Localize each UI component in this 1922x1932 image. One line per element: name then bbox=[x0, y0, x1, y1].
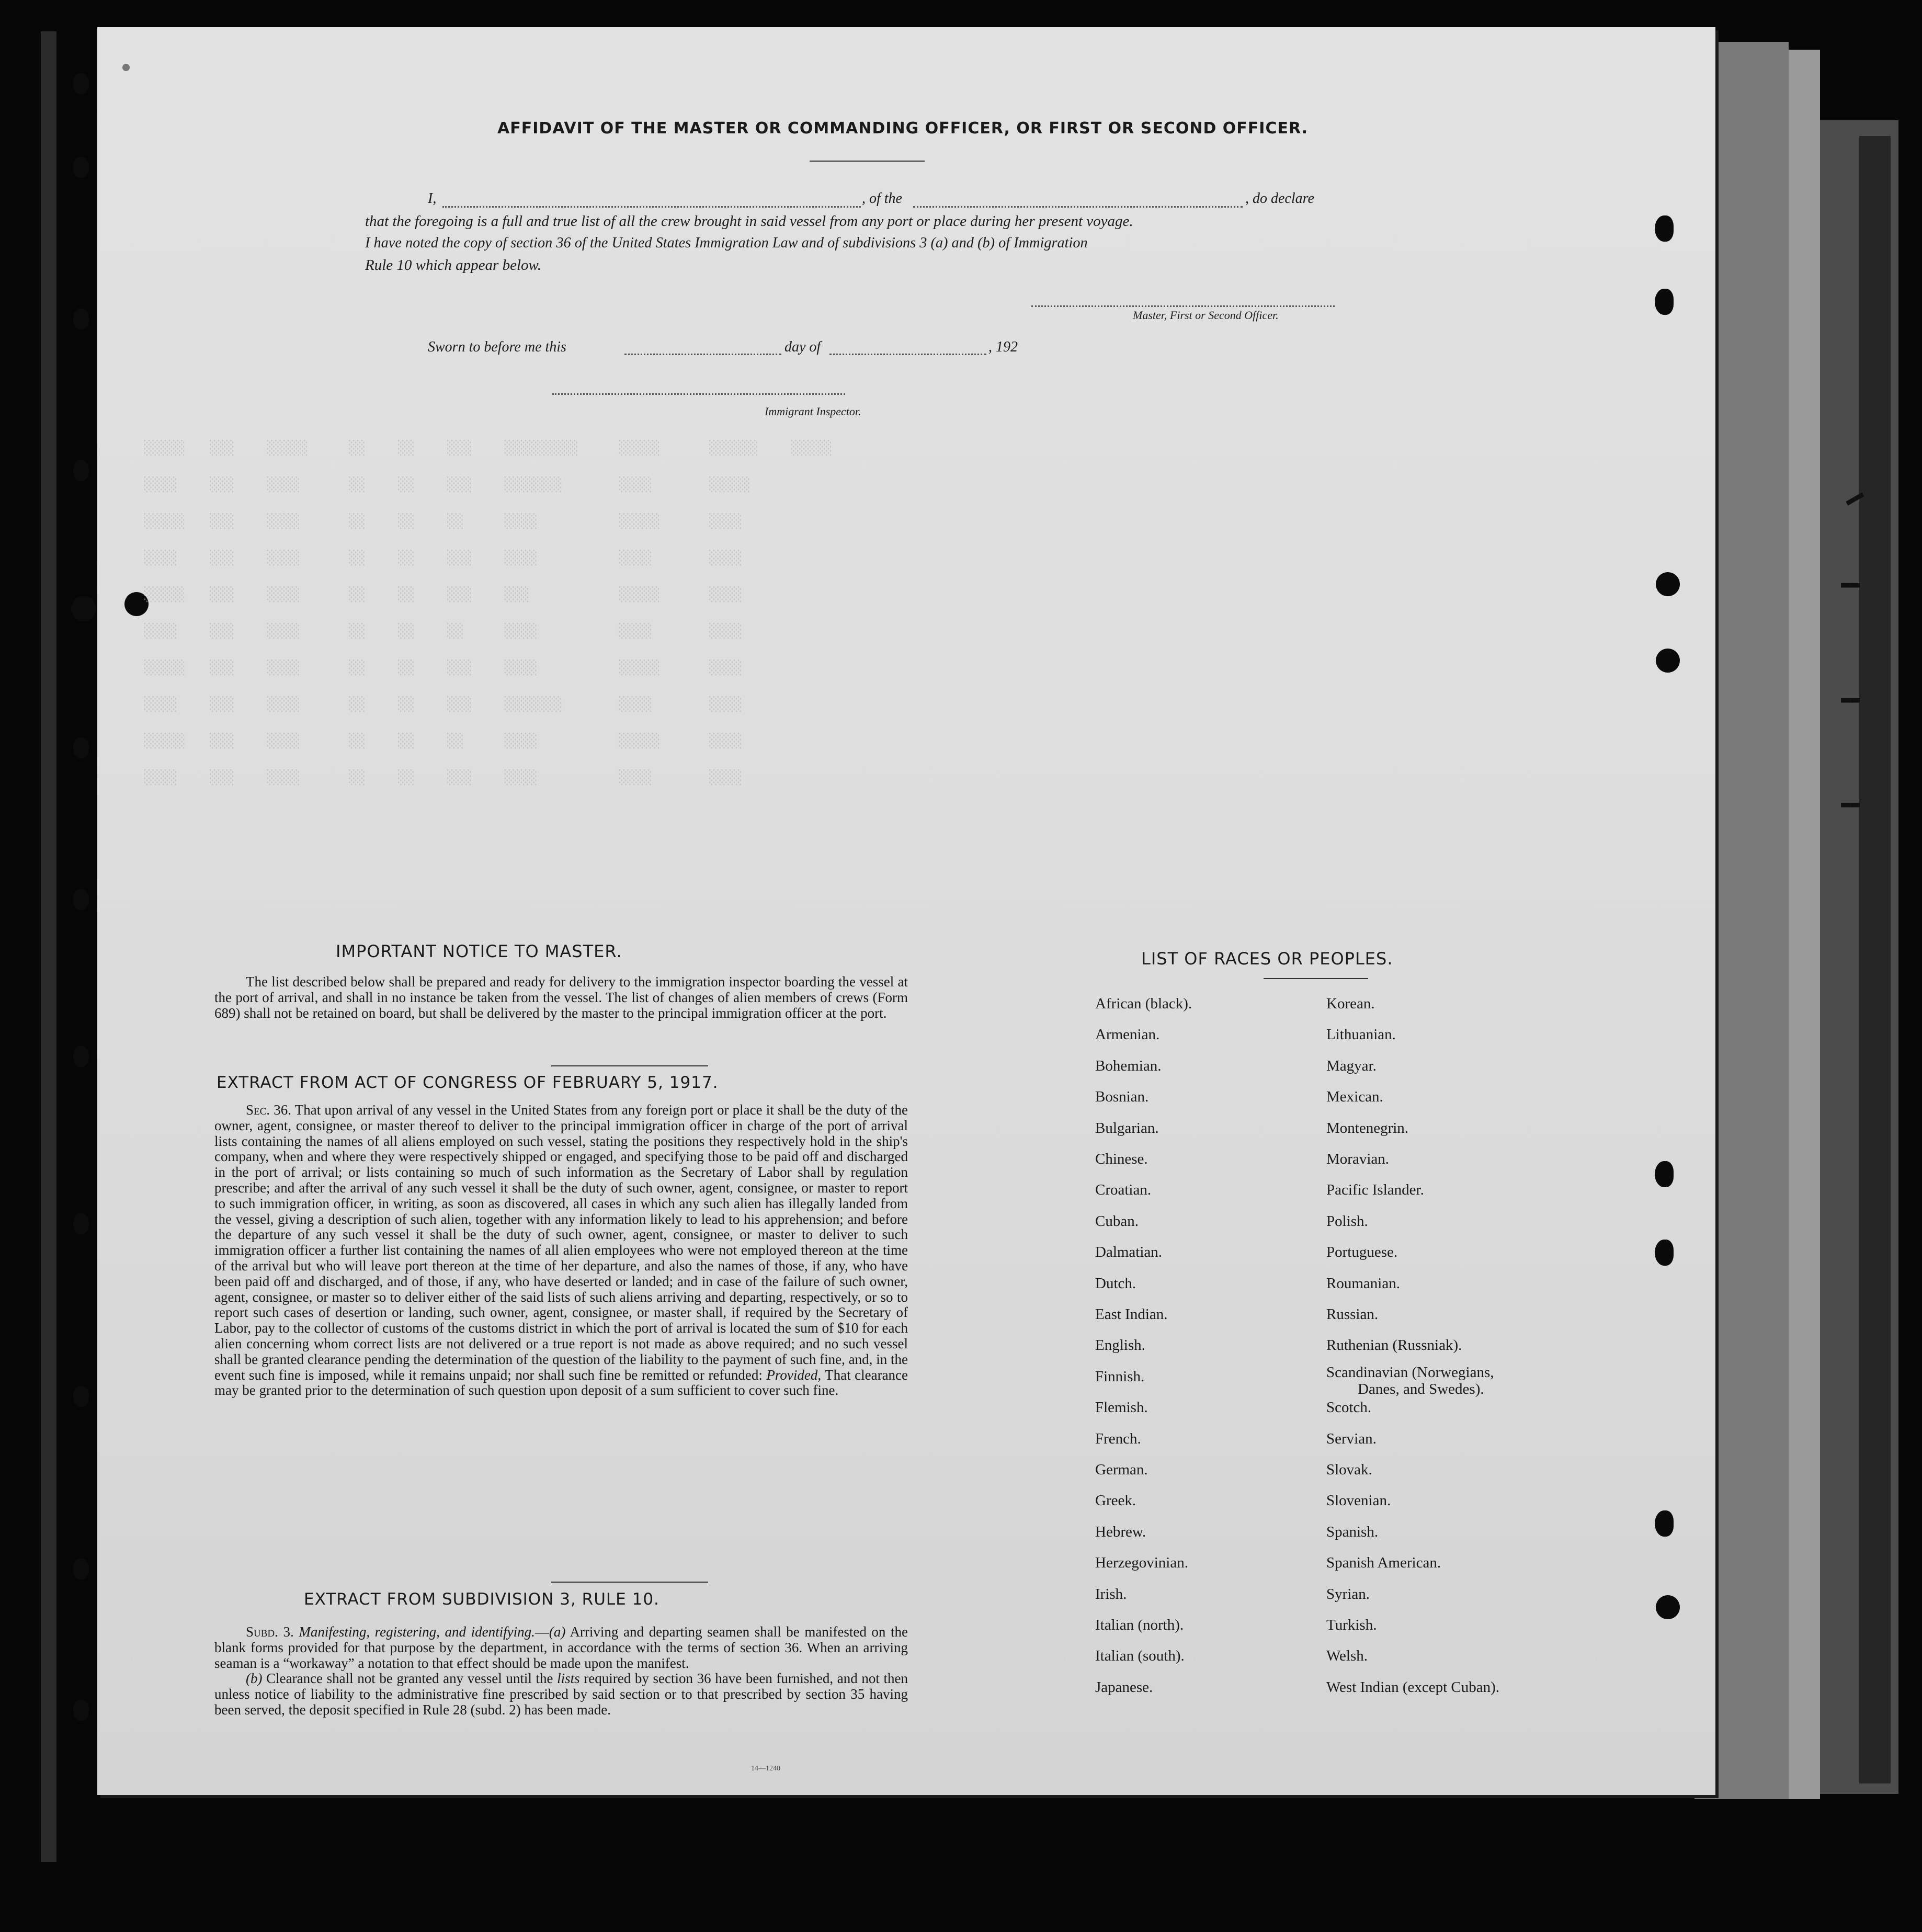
race-item-left: Bosnian. bbox=[1095, 1088, 1149, 1106]
sec-36-text: That upon arrival of any vessel in the United States from any foreign port or place it shall be the duty of the owner, agent, consignee, or master thereof to deliver to the principal immigration officer in charge of the port of arrival lists containing the names of all aliens employed on such vessel, stating the positions they respectively hold in the ship's company, when and where they were respectively shipped or engaged, and specifying those to be paid off and discharged in the port of arrival; or lists containing so much of such information as the Secretary of Labor shall by regulation prescribe; and after the arrival of any such vessel it shall be the duty of such owner, agent, consignee, or master to report to such immigration officer, in writing, as soon as discovered, all cases in which any such alien has illegally landed from the vessel, giving a description of such alien, together with any information likely to lead to his apprehension; and before the departure of any such vessel it shall be the duty of such owner, agent, consignee, or master to deliver to such immigration officer a further list containing the names of all alien employees who were not employed thereon at the time of the arrival but who will leave port thereon at the time of her departure, and also the names of those, if any, who have been paid off and discharged, and of those, if any, who have deserted or landed; and in case of the failure of such owner, agent, consignee, or master so to deliver either of the said lists of such aliens arriving and departing, respectively, or so to report such cases of desertion or landing, such owner, agent, consignee, or master shall, if required by the Secretary of Labor, pay to the collector of customs of the customs district in which the port of arrival is located the sum of $10 for each alien concerning whom correct lists are not delivered or a true report is not made as above required; and no such vessel shall be granted clearance pending the determination of the question of the liability to the payment of such fine, and, in the event such fine is imposed, while it remains unpaid; nor shall such fine be remitted or refunded: bbox=[214, 1102, 908, 1383]
para-b-lists: lists bbox=[557, 1670, 580, 1687]
binder-hole bbox=[73, 889, 89, 910]
race-item-left: Flemish. bbox=[1095, 1399, 1148, 1416]
race-item-right: Pacific Islander. bbox=[1326, 1181, 1424, 1199]
race-item-left: Irish. bbox=[1095, 1585, 1127, 1603]
race-item-right: Spanish American. bbox=[1326, 1554, 1441, 1572]
race-item-right: Polish. bbox=[1326, 1212, 1368, 1230]
notice-text: The list described below shall be prepared and ready for delivery to the immigration inspector boarding the vessel at the port of arrival, and shall in no instance be taken from the vessel. The list of changes of alien members of crews (Form 689) shall not be retained on board, but shall be delivered by the master to the principal immigration officer at the port. bbox=[214, 974, 908, 1021]
race-item-right: Danes, and Swedes). bbox=[1358, 1380, 1484, 1397]
binder-hole bbox=[73, 1386, 89, 1407]
binder-hole bbox=[73, 737, 89, 758]
proviso-word: Provided, bbox=[766, 1367, 822, 1383]
race-item-left: English. bbox=[1095, 1337, 1145, 1354]
race-item-right: Portuguese. bbox=[1326, 1244, 1398, 1261]
section-label: Sec. 36. bbox=[246, 1102, 292, 1118]
affidavit-title: AFFIDAVIT OF THE MASTER OR COMMANDING OFFICER, OR FIRST OR SECOND OFFICER. bbox=[497, 119, 1309, 138]
race-item-left: Greek. bbox=[1095, 1492, 1136, 1509]
race-item-right: Montenegrin. bbox=[1326, 1119, 1409, 1137]
race-item-left: Cuban. bbox=[1095, 1212, 1139, 1230]
para-b-text-2: required by section 36 have been furnished, and not then unless notice of liability to the administrative fine prescribed by said section or to that prescribed by section 35 having been served, the deposit specified in Rule 28 (subd. 2) has been made. bbox=[214, 1670, 908, 1718]
form-number: 14—1240 bbox=[751, 1765, 780, 1772]
master-signature-label: Master, First or Second Officer. bbox=[1133, 309, 1279, 322]
bleed-through-table: ░░░░░ ░░░ ░░░░░ ░░ ░░ ░░░ ░░░░░░░░░ ░░░░░ ░░░░░░ ░░░░░ ░░░░ ░░░ ░░░░ ░░ ░░ ░░░ ░░░░░░░ ░░░░ ░░░░░ ░░░░░ ░░░ ░░░░ ░░ ░░ ░░ ░░░░ ░░░░░ ░░░░ ░░░░ ░░░ ░░░░ ░░ ░░ ░░░ ░░░░ ░░░░ ░░░░ ░░░░░ ░░░ ░░░░ ░░ ░░ ░░░ ░░░ ░░░░░ ░░░░ ░░░░ ░░░ ░░░░ ░░ ░░ ░░ ░░░░ ░░░░ ░░░░ ░░░░░ ░░░ ░░░░ ░░ ░░ ░░░ ░░░░ ░░░░░ ░░░░ ░░░░ ░░░ ░░░░ ░░ ░░ ░░░ ░░░░░░░ ░░░░ ░░░░ ░░░░░ ░░░ ░░░░ ░░ ░░ ░░ ░░░░ ░░░░░ ░░░░ ░░░░ ░░░ ░░░░ ░░ ░░ ░░░ ░░░░ ░░░░ ░░░░ bbox=[144, 440, 832, 786]
section-divider bbox=[551, 1582, 708, 1583]
master-signature-line bbox=[1031, 305, 1335, 307]
race-item-right: West Indian (except Cuban). bbox=[1326, 1678, 1500, 1696]
binder-hole bbox=[73, 1559, 89, 1579]
race-item-right: Lithuanian. bbox=[1326, 1026, 1396, 1043]
underlying-page-mark: ▬▬ bbox=[1841, 690, 1860, 709]
sworn-day-of: day of bbox=[784, 339, 821, 355]
punch-hole bbox=[1655, 1161, 1674, 1187]
race-item-left: Japanese. bbox=[1095, 1678, 1153, 1696]
race-item-left: East Indian. bbox=[1095, 1306, 1168, 1323]
affidavit-statement-1: that the foregoing is a full and true list of all the crew brought in said vessel from any port or place during her present voyage. bbox=[365, 213, 1133, 230]
race-item-right: Ruthenian (Russniak). bbox=[1326, 1337, 1462, 1354]
sworn-day-blank bbox=[624, 354, 781, 355]
race-item-right: Spanish. bbox=[1326, 1523, 1379, 1540]
act-extract-body bbox=[214, 1103, 908, 1399]
punch-hole bbox=[122, 64, 130, 71]
race-item-right: Scotch. bbox=[1326, 1399, 1372, 1416]
race-item-right: Magyar. bbox=[1326, 1057, 1377, 1074]
rule-extract-heading: EXTRACT FROM SUBDIVISION 3, RULE 10. bbox=[304, 1590, 659, 1609]
vessel-name-blank bbox=[913, 206, 1243, 208]
race-item-left: Finnish. bbox=[1095, 1368, 1145, 1385]
race-item-right: Syrian. bbox=[1326, 1585, 1370, 1603]
declarant-name-blank bbox=[442, 206, 861, 208]
sec-36-paragraph bbox=[214, 1103, 908, 1399]
underlying-page-mark: ▬▬ bbox=[1841, 575, 1860, 594]
punch-hole bbox=[1655, 1240, 1674, 1266]
binder-hole bbox=[73, 1046, 89, 1067]
race-item-left: French. bbox=[1095, 1430, 1141, 1447]
races-heading: LIST OF RACES OR PEOPLES. bbox=[1141, 949, 1393, 969]
binder-hole bbox=[73, 157, 89, 178]
punch-hole bbox=[1656, 1595, 1680, 1619]
subd-b-paragraph bbox=[214, 1671, 908, 1718]
rule-extract-body bbox=[214, 1624, 908, 1718]
race-item-right: Roumanian. bbox=[1326, 1275, 1400, 1292]
proviso-text: That clearance may be granted prior to the determination of such question upon deposit of a sum sufficient to cover such fine. bbox=[214, 1367, 908, 1399]
affidavit-statement-3: Rule 10 which appear below. bbox=[365, 257, 541, 274]
scan-left-edge bbox=[41, 31, 56, 1862]
race-item-left: African (black). bbox=[1095, 995, 1192, 1012]
race-item-right: Scandinavian (Norwegians, bbox=[1326, 1363, 1494, 1381]
race-item-right: Welsh. bbox=[1326, 1647, 1368, 1665]
sworn-month-blank bbox=[829, 354, 986, 355]
race-item-right: Mexican. bbox=[1326, 1088, 1383, 1106]
race-item-left: Italian (south). bbox=[1095, 1647, 1185, 1665]
race-item-left: Bulgarian. bbox=[1095, 1119, 1159, 1137]
race-item-right: Russian. bbox=[1326, 1306, 1379, 1323]
punch-hole bbox=[1656, 572, 1680, 596]
sworn-prefix: Sworn to before me this bbox=[428, 339, 566, 355]
punch-hole bbox=[1655, 215, 1674, 242]
inspector-signature-line bbox=[552, 393, 845, 395]
race-item-left: Hebrew. bbox=[1095, 1523, 1146, 1540]
binder-hole bbox=[73, 460, 89, 481]
underlying-page bbox=[1859, 136, 1891, 1783]
para-a-text: Arriving and departing seamen shall be manifested on the blank forms provided for that purpose by the department, in accordance with the terms of section 36. When an arriving seaman is a “workaway” a notation to that effect should be made upon the manifest. bbox=[214, 1624, 908, 1671]
punch-hole bbox=[1656, 649, 1680, 673]
race-item-right: Moravian. bbox=[1326, 1151, 1389, 1167]
race-item-left: Herzegovinian. bbox=[1095, 1554, 1188, 1572]
sworn-year: , 192 bbox=[988, 339, 1018, 355]
declarant-prefix: I, bbox=[428, 190, 437, 207]
binder-hole bbox=[71, 596, 96, 621]
notice-body bbox=[214, 974, 908, 1021]
para-b-text-1: Clearance shall not be granted any vessel until the bbox=[266, 1670, 553, 1687]
race-item-right: Slovak. bbox=[1326, 1461, 1372, 1478]
declare-text: , do declare bbox=[1245, 190, 1314, 207]
subd-title: Manifesting, registering, and identifying. bbox=[299, 1624, 535, 1640]
act-extract-heading: EXTRACT FROM ACT OF CONGRESS OF FEBRUARY 5, 1917. bbox=[217, 1073, 719, 1092]
race-item-right: Korean. bbox=[1326, 995, 1375, 1012]
title-underline bbox=[810, 161, 925, 162]
race-item-left: Bohemian. bbox=[1095, 1057, 1162, 1074]
punch-hole bbox=[1655, 289, 1674, 315]
subd-a-paragraph: Subd. 3. Manifesting, registering, and identifying.—(a) Arriving and departing seamen shall be manifested on the blank forms provided for that purpose by the department, in accordance with the terms of section 36. When an arriving seaman is a “workaway” a notation to that effect should be made upon the manifest. bbox=[214, 1624, 908, 1671]
race-item-right: Servian. bbox=[1326, 1430, 1377, 1447]
race-item-left: Italian (north). bbox=[1095, 1617, 1184, 1633]
inspector-signature-label: Immigrant Inspector. bbox=[765, 405, 861, 418]
race-item-left: Dalmatian. bbox=[1095, 1244, 1163, 1261]
race-item-right: Slovenian. bbox=[1326, 1492, 1391, 1509]
notice-heading: IMPORTANT NOTICE TO MASTER. bbox=[336, 941, 622, 961]
binder-hole bbox=[73, 1700, 89, 1721]
underlying-page bbox=[1789, 50, 1820, 1799]
race-item-left: Croatian. bbox=[1095, 1181, 1152, 1199]
races-heading-underline bbox=[1264, 978, 1368, 979]
affidavit-statement-2: I have noted the copy of section 36 of the United States Immigration Law and of subdivisions 3 (a) and (b) of Immigration bbox=[365, 235, 1088, 251]
para-b-marker: (b) bbox=[246, 1670, 263, 1687]
underlying-page-mark: ▬▬ bbox=[1841, 485, 1868, 511]
binder-hole bbox=[73, 309, 89, 329]
para-a-marker: (a) bbox=[549, 1624, 566, 1640]
binder-hole bbox=[73, 1213, 89, 1234]
section-divider bbox=[551, 1065, 708, 1066]
document-page bbox=[97, 27, 1715, 1795]
punch-hole bbox=[1655, 1510, 1674, 1537]
underlying-page-mark: ▬▬ bbox=[1841, 795, 1860, 813]
race-item-left: Dutch. bbox=[1095, 1275, 1136, 1292]
race-item-left: Armenian. bbox=[1095, 1026, 1160, 1043]
race-item-right: Turkish. bbox=[1326, 1617, 1377, 1633]
race-item-left: Chinese. bbox=[1095, 1151, 1148, 1167]
binder-hole bbox=[73, 73, 89, 94]
subd-label: Subd. 3. bbox=[246, 1624, 294, 1640]
race-item-left: German. bbox=[1095, 1461, 1148, 1478]
vessel-prefix: , of the bbox=[862, 190, 902, 207]
